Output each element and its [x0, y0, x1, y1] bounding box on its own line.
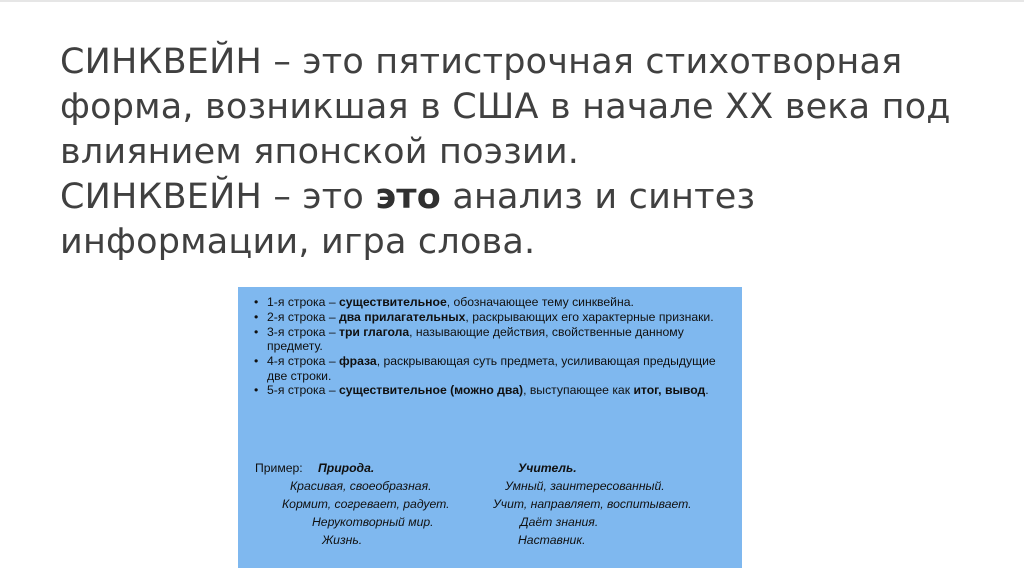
- example-left-line: Нерукотворный мир.: [312, 515, 434, 529]
- example-left-title: Природа.: [318, 461, 375, 475]
- example-left-line: Красивая, своеобразная.: [290, 479, 432, 493]
- slide-heading: [60, 40, 990, 265]
- bullet-icon: •: [254, 324, 259, 339]
- rule-item: • 5-я строка – существительное (можно два), выступающее как итог, вывод.: [254, 383, 709, 398]
- rules-panel: [238, 287, 742, 568]
- rule-item: • 2-я строка – два прилагательных, раскрывающих его характерные признаки.: [254, 309, 714, 324]
- example-right-line: Наставник.: [518, 533, 586, 547]
- example-left-line: Кормит, согревает, радует.: [282, 497, 450, 511]
- heading-line: форма, возникшая в США в начале XX века под: [60, 87, 951, 127]
- rule-item: • 1-я строка – существительное, обозначающее тему синквейна.: [254, 295, 634, 309]
- heading-line: СИНКВЕЙН – это пятистрочная стихотворная: [60, 42, 903, 82]
- heading-line: влиянием японской поэзии.: [60, 132, 580, 172]
- example-section: [238, 461, 742, 561]
- example-right-line: Умный, заинтересованный.: [505, 479, 665, 493]
- bullet-icon: •: [254, 383, 259, 398]
- example-right-title: Учитель.: [518, 461, 577, 475]
- bullet-icon: •: [254, 295, 259, 309]
- top-divider: [0, 0, 1024, 2]
- rule-item: • 3-я строка – три глагола, называющие действия, свойственные данному предмету.: [254, 324, 684, 354]
- example-right-line: Даёт знания.: [520, 515, 599, 529]
- heading-line: СИНКВЕЙН – это это анализ и синтез: [60, 177, 756, 217]
- rule-item: • 4-я строка – фраза, раскрывающая суть предмета, усиливающая предыдущие две строки.: [254, 354, 716, 383]
- emphasis-word: это: [375, 177, 441, 217]
- rules-list: [252, 295, 732, 398]
- example-label: Пример:: [255, 461, 303, 475]
- example-left-line: Жизнь.: [322, 533, 363, 547]
- bullet-icon: •: [254, 354, 259, 369]
- example-right-line: Учит, направляет, воспитывает.: [493, 497, 692, 511]
- bullet-icon: •: [254, 309, 259, 324]
- heading-line: информации, игра слова.: [60, 222, 536, 262]
